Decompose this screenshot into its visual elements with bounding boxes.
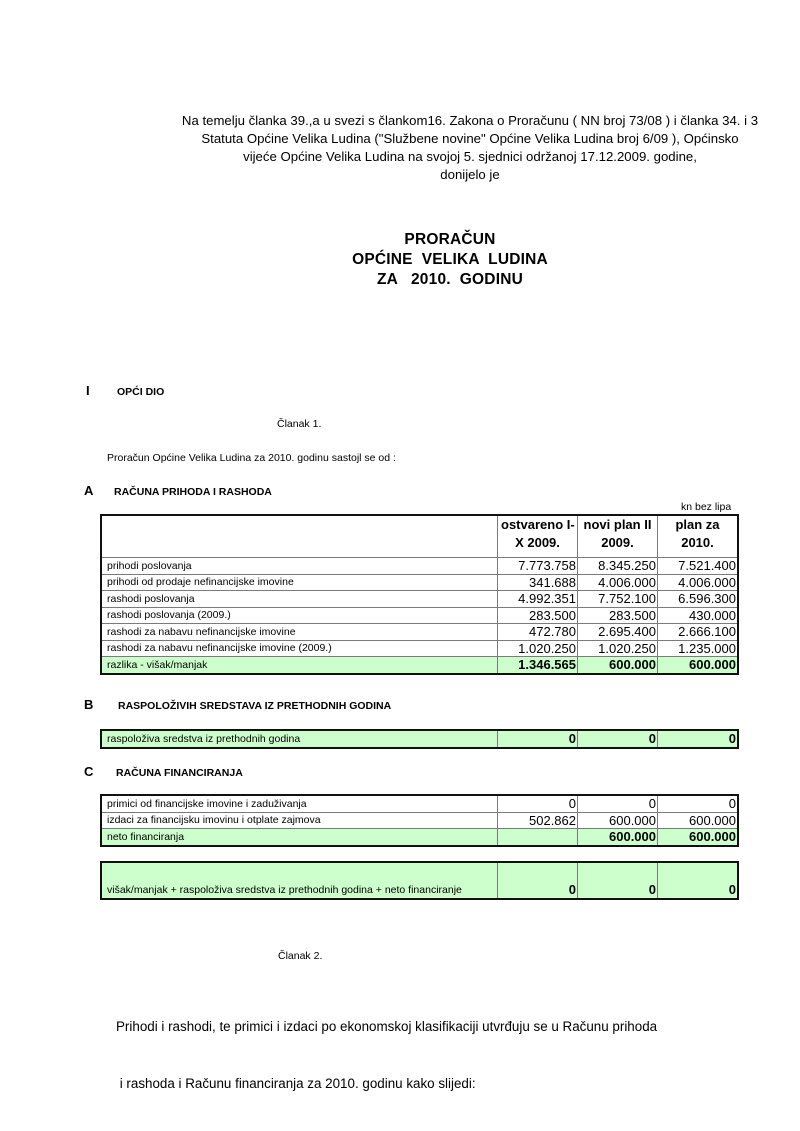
total-value-cell: 600.000 xyxy=(578,829,658,846)
value-cell: 0 xyxy=(658,731,738,748)
article-2-text xyxy=(116,979,657,1112)
total-value-cell: 600.000 xyxy=(658,657,738,674)
row-label: rashodi za nabavu nefinancijske imovine xyxy=(102,624,498,641)
total-value-cell xyxy=(498,829,578,846)
summary-table xyxy=(101,862,738,899)
section-c-letter: C xyxy=(84,764,94,779)
section-a-letter: A xyxy=(84,483,94,498)
row-label: razlika - višak/manjak xyxy=(102,657,498,674)
article-2-line: Prihodi i rashodi, te primici i izdaci po ekonomskoj klasifikaciji utvrđuju se u Računu prihoda xyxy=(116,1019,658,1034)
total-value-cell: 600.000 xyxy=(578,657,658,674)
total-value-cell: 600.000 xyxy=(658,829,738,846)
table-row xyxy=(102,574,738,591)
table-row xyxy=(102,624,738,641)
article-1-text: Proračun Općine Velika Ludina za 2010. godinu sastojl se od : xyxy=(107,452,396,464)
section-c-heading: RAČUNA FINANCIRANJA xyxy=(116,767,243,779)
table-row xyxy=(102,607,738,624)
row-label: izdaci za financijsku imovinu i otplate zajmova xyxy=(102,812,498,829)
value-cell: 1.020.250 xyxy=(498,640,578,657)
column-header-line: novi plan II xyxy=(583,517,652,532)
summary-value-cell: 0 xyxy=(658,863,738,899)
total-row xyxy=(102,829,738,846)
section-b-letter: B xyxy=(84,697,94,712)
table-row xyxy=(102,591,738,608)
part-heading: OPĆI DIO xyxy=(117,386,165,398)
value-cell: 2.695.400 xyxy=(578,624,658,641)
value-cell: 0 xyxy=(498,796,578,813)
section-a-heading: RAČUNA PRIHODA I RASHODA xyxy=(114,486,272,498)
value-cell: 1.020.250 xyxy=(578,640,658,657)
title-line: PRORAČUN xyxy=(404,231,496,248)
section-b-heading: RASPOLOŽIVIH SREDSTAVA IZ PRETHODNIH GODINA xyxy=(118,700,392,712)
row-label: raspoloživa sredstva iz prethodnih godina xyxy=(102,731,498,748)
available-funds-table xyxy=(101,730,738,748)
article-2-heading: Članak 2. xyxy=(278,950,323,962)
value-cell: 0 xyxy=(578,731,658,748)
table-row xyxy=(102,796,738,813)
column-header-line: 2009. xyxy=(601,535,634,550)
value-cell: 341.688 xyxy=(498,574,578,591)
value-cell: 283.500 xyxy=(498,607,578,624)
column-header xyxy=(578,516,658,558)
title-line: OPĆINE VELIKA LUDINA xyxy=(352,251,548,268)
value-cell: 8.345.250 xyxy=(578,558,658,575)
total-row xyxy=(102,657,738,674)
value-cell: 4.006.000 xyxy=(658,574,738,591)
column-header-line: 2010. xyxy=(681,535,714,550)
value-cell: 502.862 xyxy=(498,812,578,829)
table-header-row xyxy=(102,516,738,558)
row-label: neto financiranja xyxy=(102,829,498,846)
article-1-heading: Članak 1. xyxy=(277,418,322,430)
column-header-line: X 2009. xyxy=(515,535,560,550)
summary-value-cell: 0 xyxy=(578,863,658,899)
value-cell: 7.521.400 xyxy=(658,558,738,575)
value-cell: 4.992.351 xyxy=(498,591,578,608)
row-label: rashodi za nabavu nefinancijske imovine (2009.) xyxy=(102,640,498,657)
value-cell: 430.000 xyxy=(658,607,738,624)
title-line: ZA 2010. GODINU xyxy=(376,271,523,288)
preamble xyxy=(140,112,800,184)
preamble-line: Statuta Općine Velika Ludina ("Službene novine" Općine Velika Ludina broj 6/09 ), Općinsko xyxy=(201,131,739,146)
value-cell: 600.000 xyxy=(578,812,658,829)
value-cell: 600.000 xyxy=(658,812,738,829)
summary-row xyxy=(102,863,738,899)
preamble-line: Na temelju članka 39.,a u svezi s člankom16. Zakona o Proračunu ( NN broj 73/08 ) i članka 34. i 3 xyxy=(181,113,759,128)
row-label: primici od financijske imovine i zaduživanja xyxy=(102,796,498,813)
document-title xyxy=(280,230,620,290)
row-label: rashodi poslovanja (2009.) xyxy=(102,607,498,624)
value-cell: 0 xyxy=(498,731,578,748)
value-cell: 6.596.300 xyxy=(658,591,738,608)
header-empty-cell xyxy=(102,516,498,558)
row-label: prihodi od prodaje nefinancijske imovine xyxy=(102,574,498,591)
preamble-line: vijeće Općine Velika Ludina na svojoj 5. sjednici održanoj 17.12.2009. godine, xyxy=(243,149,697,164)
table-row xyxy=(102,558,738,575)
column-header-line: plan za xyxy=(675,517,720,532)
income-expense-table xyxy=(101,515,738,674)
summary-value-cell: 0 xyxy=(498,863,578,899)
value-cell: 7.773.758 xyxy=(498,558,578,575)
column-header xyxy=(658,516,738,558)
total-value-cell: 1.346.565 xyxy=(498,657,578,674)
value-cell: 0 xyxy=(578,796,658,813)
table-row xyxy=(102,731,738,748)
row-label: višak/manjak + raspoloživa sredstva iz prethodnih godina + neto financiranje xyxy=(102,863,498,899)
preamble-line: donijelo je xyxy=(440,167,500,182)
value-cell: 472.780 xyxy=(498,624,578,641)
value-cell: 0 xyxy=(658,796,738,813)
value-cell: 1.235.000 xyxy=(658,640,738,657)
unit-note: kn bez lipa xyxy=(681,501,732,513)
value-cell: 7.752.100 xyxy=(578,591,658,608)
column-header xyxy=(498,516,578,558)
column-header-line: ostvareno I- xyxy=(501,517,575,532)
table-row xyxy=(102,812,738,829)
article-2-line: i rashoda i Računu financiranja za 2010. godinu kako slijedi: xyxy=(116,1076,476,1091)
row-label: rashodi poslovanja xyxy=(102,591,498,608)
value-cell: 4.006.000 xyxy=(578,574,658,591)
financing-table xyxy=(101,795,738,846)
part-numeral: I xyxy=(86,383,90,398)
value-cell: 283.500 xyxy=(578,607,658,624)
row-label: prihodi poslovanja xyxy=(102,558,498,575)
value-cell: 2.666.100 xyxy=(658,624,738,641)
table-row xyxy=(102,640,738,657)
